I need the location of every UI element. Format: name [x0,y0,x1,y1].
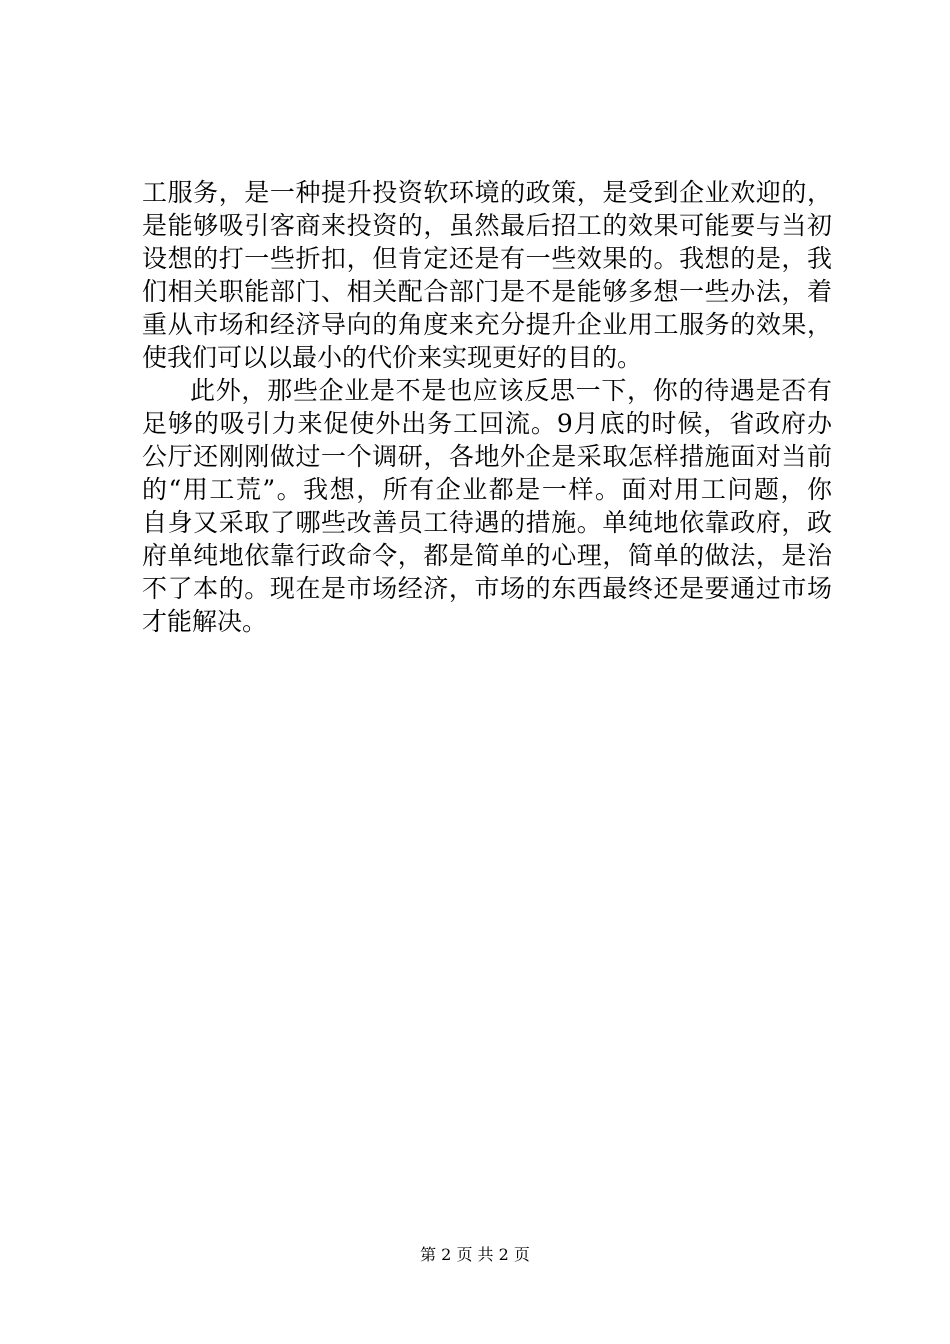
text-line: 此外，那些企业是不是也应该反思一下，你的待遇是否有 [190,376,832,405]
text-line: 们相关职能部门、相关配合部门是不是能够多想一些办法，着 [142,277,832,306]
text-line: 工服务，是一种提升投资软环境的政策，是受到企业欢迎的， [142,178,832,207]
text-line: 设想的打一些折扣，但肯定还是有一些效果的。我想的是，我 [142,244,832,273]
text-line: 是能够吸引客商来投资的，虽然最后招工的效果可能要与当初 [142,211,832,240]
text-line: 使我们可以以最小的代价来实现更好的目的。 [142,343,643,372]
text-line: 自身又采取了哪些改善员工待遇的措施。单纯地依靠政府，政 [142,508,832,537]
text-line: 足够的吸引力来促使外出务工回流。9月底的时候，省政府办 [142,409,832,438]
paragraph-2 [142,374,832,638]
text-line: 府单纯地依靠行政命令，都是简单的心理，简单的做法，是治 [142,541,832,570]
text-line: 公厅还刚刚做过一个调研，各地外企是采取怎样措施面对当前 [142,442,832,471]
page-footer: 第 2 页 共 2 页 [420,1245,530,1264]
text-line: 重从市场和经济导向的角度来充分提升企业用工服务的效果， [142,310,832,339]
text-line: 才能解决。 [142,607,268,636]
text-line: 的“用工荒”。我想，所有企业都是一样。面对用工问题，你 [142,475,832,504]
paragraph-1 [142,176,832,374]
text-line: 不了本的。现在是市场经济，市场的东西最终还是要通过市场 [142,574,832,603]
document-body [142,176,832,638]
